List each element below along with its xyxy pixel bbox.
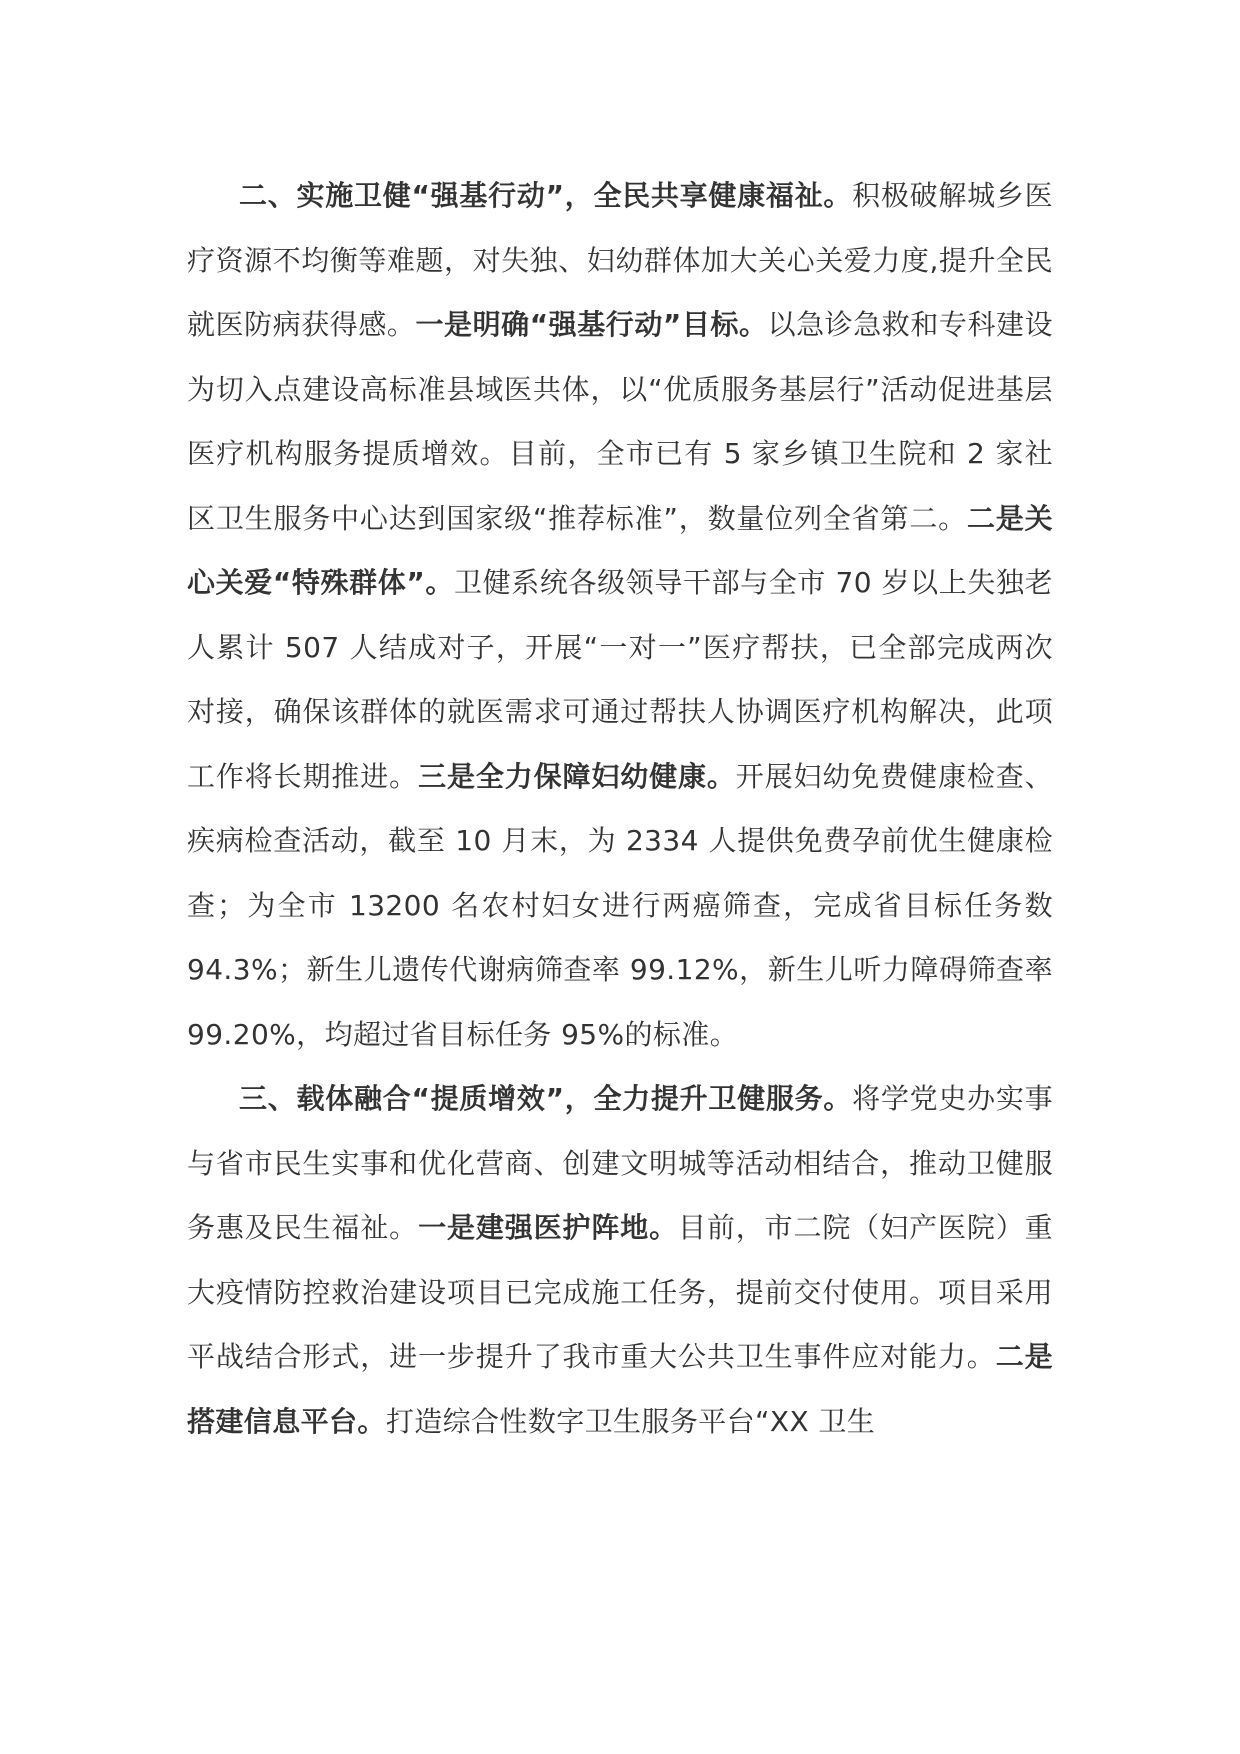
body-text: 卫健系统各级领导干部与全市 70 岁以上失独老人累计 507 人结成对子，开展“一对一”医疗帮扶，已全部完成两次对接，确保该群体的就医需求可通过帮扶人协调医疗机构解决，此项工作将长期推进。: [187, 566, 1053, 793]
body-text: 开展妇幼免费健康检查、疾病检查活动，截至 10 月末，为 2334 人提供免费孕前优生健康检查；为全市 13200 名农村妇女进行两癌筛查，完成省目标任务数 94.3%；新生儿遗传代谢病筛查率 99.12%，新生儿听力障碍筛查率 99.20%，均超过省目标任务 95%的标准。: [187, 759, 1054, 1051]
subheading: 三是全力保障妇幼健康。: [418, 759, 736, 793]
body-text: 积极破解城乡医疗资源不均衡等难题，对失独、妇幼群体加大关心关爱力度,提升全民就医防病获得感。: [187, 179, 1053, 341]
body-text: 以急诊急救和专科建设为切入点建设高标准县域医共体，以“优质服务基层行”活动促进基层医疗机构服务提质增效。目前，全市已有 5 家乡镇卫生院和 2 家社区卫生服务中心达到国家级“推荐标准”，数量位列全省第二。: [187, 308, 1053, 535]
section-heading-2: 二、实施卫健“强基行动”，全民共享健康福祉。: [239, 179, 853, 212]
body-text: 目前，市二院（妇产医院）重大疫情防控救治建设项目已完成施工任务，提前交付使用。项目采用平战结合形式，进一步提升了我市重大公共卫生事件应对能力。: [187, 1211, 1054, 1373]
subheading: 一是明确“强基行动”目标。: [415, 308, 768, 341]
paragraph-section-3: [187, 1067, 1053, 1454]
document-body: [187, 164, 1053, 1454]
body-text: 打造综合性数字卫生服务平台“XX 卫生: [385, 1404, 876, 1438]
subheading: 一是建强医护阵地。: [418, 1211, 679, 1244]
subheading: 二是搭建信息平台。: [187, 1340, 1053, 1438]
section-heading-3: 三、载体融合“提质增效”，全力提升卫健服务。: [239, 1082, 853, 1115]
paragraph-section-2: [187, 164, 1053, 1067]
subheading: 二是关心关爱“特殊群体”。: [187, 501, 1054, 599]
body-text: 将学党史办实事与省市民生实事和优化营商、创建文明城等活动相结合，推动卫健服务惠及民生福祉。: [187, 1082, 1053, 1244]
